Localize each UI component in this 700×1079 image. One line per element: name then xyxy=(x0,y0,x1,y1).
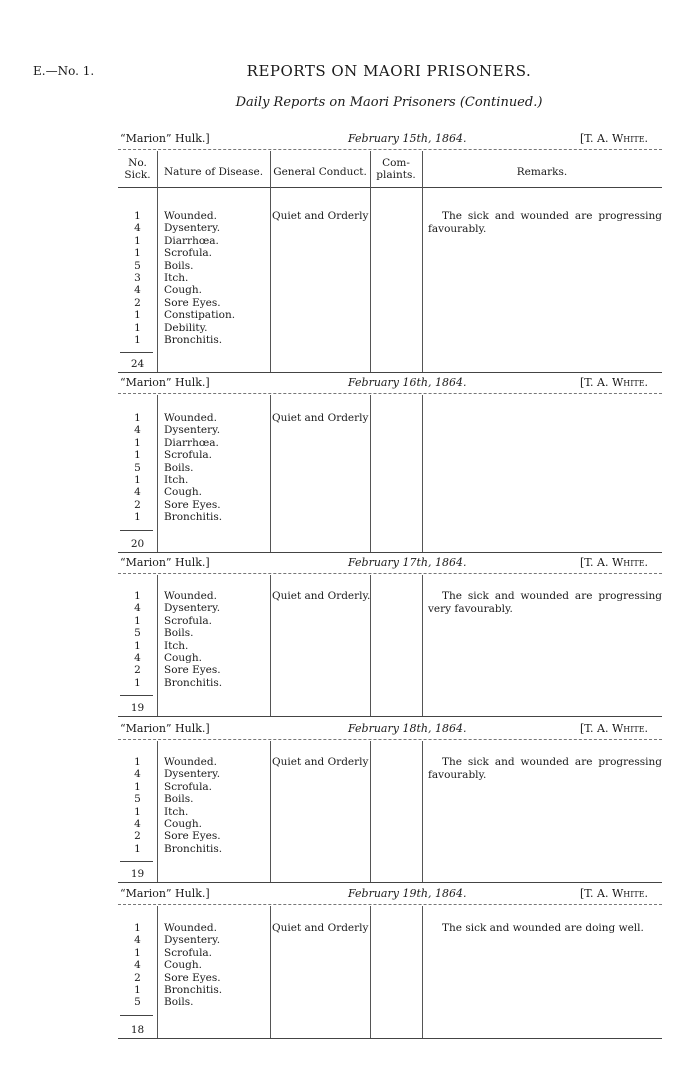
column-divider xyxy=(157,741,158,882)
column-divider xyxy=(270,151,271,372)
col-head-nature: Nature of Disease. xyxy=(163,166,264,178)
sick-count: 1 xyxy=(134,436,141,449)
report-bottom-rule xyxy=(118,716,662,717)
sick-count: 5 xyxy=(134,793,141,806)
disease-name: Cough. xyxy=(164,284,202,297)
general-conduct: Quiet and Orderly xyxy=(272,756,369,768)
sick-count: 1 xyxy=(134,449,141,462)
disease-name: Itch. xyxy=(164,805,189,818)
report-signature: [T. A. White. xyxy=(580,132,649,145)
sick-count: 2 xyxy=(134,498,141,511)
sick-count: 1 xyxy=(134,511,141,524)
sick-count: 1 xyxy=(134,805,141,818)
sick-count: 1 xyxy=(134,590,141,602)
disease-name: Cough. xyxy=(164,959,202,972)
sick-total: 19 xyxy=(130,868,145,880)
report-date: February 15th, 1864. xyxy=(348,132,467,145)
report-location: “Marion” Hulk.] xyxy=(120,556,210,569)
column-divider xyxy=(422,395,423,552)
column-divider xyxy=(157,575,158,716)
report-heading-rule xyxy=(118,904,662,905)
sick-count: 1 xyxy=(134,614,141,627)
disease-name: Bronchitis. xyxy=(164,842,223,855)
column-header-rule xyxy=(118,187,662,188)
sick-count: 5 xyxy=(134,259,141,272)
disease-name: Boils. xyxy=(164,461,194,474)
sick-count: 1 xyxy=(134,210,141,222)
sick-count: 1 xyxy=(134,842,141,855)
report-heading-rule xyxy=(118,573,662,574)
column-divider xyxy=(270,575,271,716)
disease-name: Scrofula. xyxy=(164,449,213,462)
remarks-text: The sick and wounded are progressing favourably. xyxy=(428,756,662,781)
sick-total: 19 xyxy=(130,702,145,714)
total-rule xyxy=(120,861,153,862)
sick-count: 1 xyxy=(134,334,141,346)
report-location: “Marion” Hulk.] xyxy=(120,376,210,389)
report-heading-rule xyxy=(118,393,662,394)
sick-count: 1 xyxy=(134,676,141,689)
sick-count: 5 xyxy=(134,461,141,474)
disease-name: Dysentery. xyxy=(164,602,221,615)
report-signature: [T. A. White. xyxy=(580,376,649,389)
report-date: February 18th, 1864. xyxy=(348,722,467,735)
column-divider xyxy=(270,906,271,1038)
report-signature: [T. A. White. xyxy=(580,722,649,735)
general-conduct: Quiet and Orderly. xyxy=(272,590,371,602)
sick-count: 1 xyxy=(134,780,141,793)
sick-count: 2 xyxy=(134,830,141,843)
disease-name: Wounded. xyxy=(164,412,217,424)
sick-count: 4 xyxy=(134,959,141,972)
general-conduct: Quiet and Orderly xyxy=(272,210,369,222)
sick-count: 2 xyxy=(134,664,141,677)
disease-name: Dysentery. xyxy=(164,222,221,235)
disease-name: Sore Eyes. xyxy=(164,971,221,984)
report-date: February 16th, 1864. xyxy=(348,376,467,389)
sick-count: 4 xyxy=(134,222,141,235)
disease-name: Dysentery. xyxy=(164,424,221,437)
page-title: REPORTS ON MAORI PRISONERS. xyxy=(246,62,532,80)
disease-name: Wounded. xyxy=(164,756,217,768)
sick-total: 18 xyxy=(130,1024,145,1036)
disease-name: Boils. xyxy=(164,259,194,272)
disease-name: Bronchitis. xyxy=(164,984,223,996)
disease-name: Cough. xyxy=(164,652,202,664)
general-conduct: Quiet and Orderly xyxy=(272,922,369,934)
general-conduct: Quiet and Orderly xyxy=(272,412,369,424)
column-divider xyxy=(270,395,271,552)
disease-name: Scrofula. xyxy=(164,614,213,627)
sick-count: 1 xyxy=(134,984,141,996)
sick-count: 3 xyxy=(134,272,141,284)
disease-name: Dysentery. xyxy=(164,934,221,947)
disease-name: Boils. xyxy=(164,996,194,1009)
column-divider xyxy=(422,906,423,1038)
column-divider xyxy=(422,575,423,716)
sick-count: 4 xyxy=(134,284,141,297)
report-date: February 19th, 1864. xyxy=(348,887,467,900)
total-rule xyxy=(120,352,153,353)
sick-count: 1 xyxy=(134,639,141,652)
disease-name: Boils. xyxy=(164,793,194,806)
column-divider xyxy=(370,151,371,372)
disease-name: Bronchitis. xyxy=(164,676,223,689)
col-head-complaints: Com- plaints. xyxy=(376,157,416,181)
sick-count: 1 xyxy=(134,474,141,486)
disease-name: Sore Eyes. xyxy=(164,830,221,843)
column-divider xyxy=(422,151,423,372)
sick-count: 1 xyxy=(134,247,141,260)
remarks-text: The sick and wounded are doing well. xyxy=(442,922,644,934)
disease-name: Cough. xyxy=(164,486,202,499)
sick-count: 4 xyxy=(134,486,141,499)
disease-name: Debility. xyxy=(164,321,208,334)
column-divider xyxy=(370,395,371,552)
disease-name: Scrofula. xyxy=(164,946,213,959)
sick-count: 1 xyxy=(134,309,141,322)
column-divider xyxy=(422,741,423,882)
report-location: “Marion” Hulk.] xyxy=(120,887,210,900)
col-head-no-sick: No. Sick. xyxy=(124,157,151,181)
sick-count: 2 xyxy=(134,971,141,984)
sick-total: 20 xyxy=(130,538,145,550)
report-bottom-rule xyxy=(118,372,662,373)
remarks-text: The sick and wounded are progressing favourably. xyxy=(428,210,662,235)
sick-count: 5 xyxy=(134,996,141,1009)
column-divider xyxy=(157,906,158,1038)
column-divider xyxy=(370,906,371,1038)
sick-count: 4 xyxy=(134,934,141,947)
disease-name: Itch. xyxy=(164,474,189,486)
page-subtitle: Daily Reports on Maori Prisoners (Continued.) xyxy=(235,95,543,110)
disease-name: Scrofula. xyxy=(164,247,213,260)
sick-count: 1 xyxy=(134,756,141,768)
column-divider xyxy=(157,395,158,552)
report-location: “Marion” Hulk.] xyxy=(120,132,210,145)
report-heading-rule xyxy=(118,739,662,740)
disease-name: Cough. xyxy=(164,818,202,830)
disease-name: Bronchitis. xyxy=(164,511,223,524)
disease-name: Sore Eyes. xyxy=(164,296,221,309)
total-rule xyxy=(120,1015,153,1016)
sick-count: 1 xyxy=(134,922,141,934)
disease-name: Diarrhœa. xyxy=(164,234,219,247)
sick-count: 1 xyxy=(134,234,141,247)
disease-name: Diarrhœa. xyxy=(164,436,219,449)
disease-name: Wounded. xyxy=(164,210,217,222)
col-head-conduct: General Conduct. xyxy=(273,166,367,178)
disease-name: Sore Eyes. xyxy=(164,498,221,511)
report-signature: [T. A. White. xyxy=(580,887,649,900)
disease-name: Dysentery. xyxy=(164,768,221,781)
sick-count: 1 xyxy=(134,412,141,424)
disease-name: Itch. xyxy=(164,639,189,652)
total-rule xyxy=(120,695,153,696)
sick-count: 1 xyxy=(134,321,141,334)
sick-count: 1 xyxy=(134,946,141,959)
sick-count: 4 xyxy=(134,602,141,615)
total-rule xyxy=(120,530,153,531)
sick-total: 24 xyxy=(130,358,145,370)
disease-name: Sore Eyes. xyxy=(164,664,221,677)
col-head-remarks: Remarks. xyxy=(516,166,568,178)
column-divider xyxy=(157,151,158,372)
disease-name: Bronchitis. xyxy=(164,334,223,346)
disease-name: Constipation. xyxy=(164,309,236,322)
sick-count: 5 xyxy=(134,627,141,640)
report-location: “Marion” Hulk.] xyxy=(120,722,210,735)
disease-name: Itch. xyxy=(164,272,189,284)
report-bottom-rule xyxy=(118,552,662,553)
sick-count: 4 xyxy=(134,652,141,664)
report-bottom-rule xyxy=(118,1038,662,1039)
report-date: February 17th, 1864. xyxy=(348,556,467,569)
column-divider xyxy=(270,741,271,882)
report-signature: [T. A. White. xyxy=(580,556,649,569)
disease-name: Boils. xyxy=(164,627,194,640)
sick-count: 2 xyxy=(134,296,141,309)
report-bottom-rule xyxy=(118,882,662,883)
sick-count: 4 xyxy=(134,818,141,830)
column-divider xyxy=(370,741,371,882)
sick-count: 4 xyxy=(134,424,141,437)
disease-name: Scrofula. xyxy=(164,780,213,793)
disease-name: Wounded. xyxy=(164,922,217,934)
disease-name: Wounded. xyxy=(164,590,217,602)
report-heading-rule xyxy=(118,149,662,150)
page-reference: E.—No. 1. xyxy=(33,64,95,78)
sick-count: 4 xyxy=(134,768,141,781)
remarks-text: The sick and wounded are progressing very favourably. xyxy=(428,590,662,615)
